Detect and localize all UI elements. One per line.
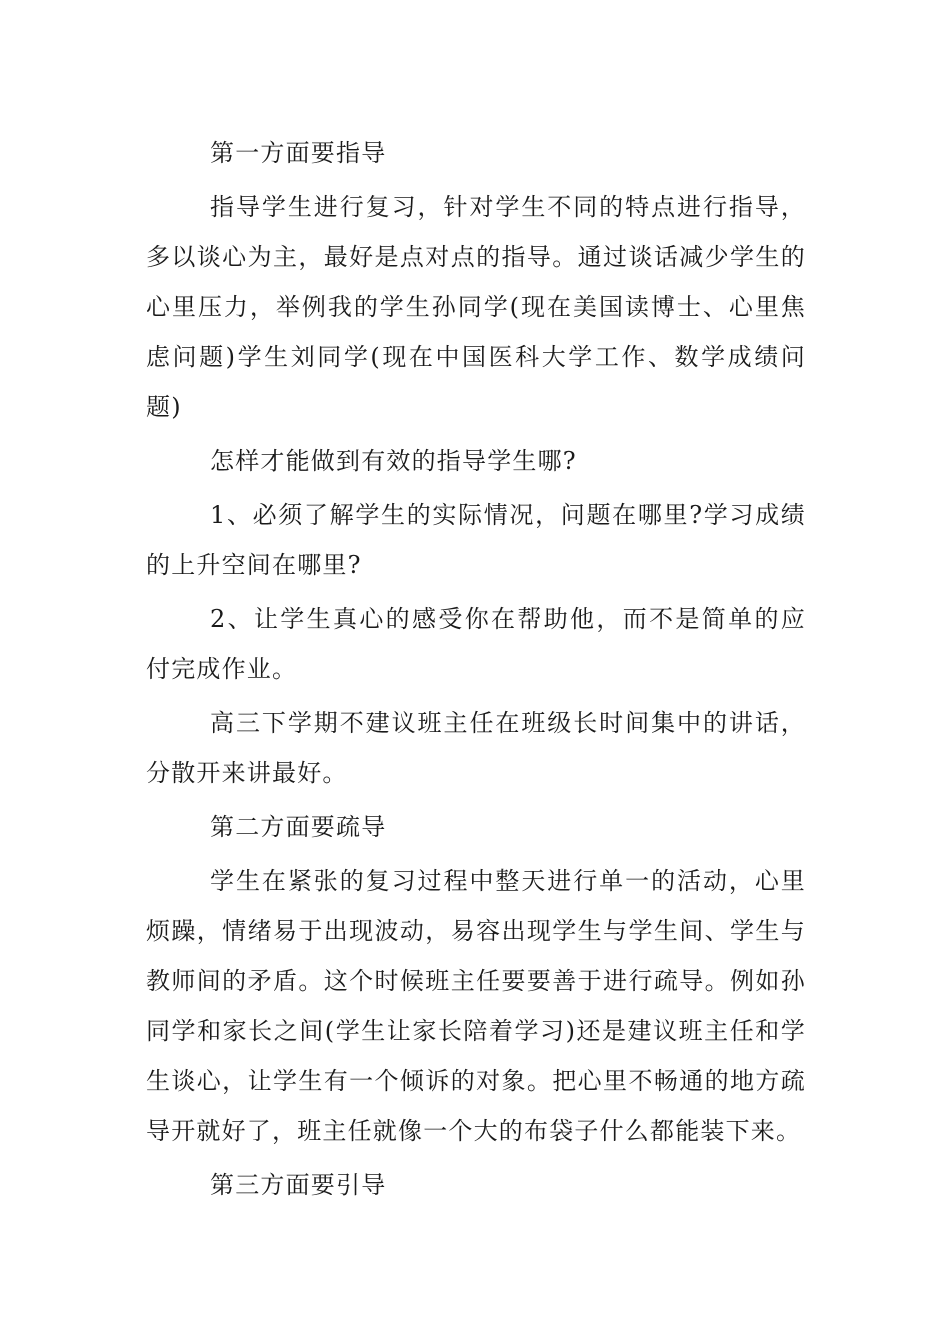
paragraph-guidance-intro: 指导学生进行复习，针对学生不同的特点进行指导，多以谈心为主，最好是点对点的指导。通过谈话减少学生的心里压力，举例我的学生孙同学(现在美国读博士、心里焦虑问题)学生刘同学(现在中国医科大学工作、数学成绩问题) bbox=[146, 193, 806, 421]
paragraph-counseling: 学生在紧张的复习过程中整天进行单一的活动，心里烦躁，情绪易于出现波动，易容出现学生与学生间、学生与教师间的矛盾。这个时候班主任要要善于进行疏导。例如孙同学和家长之间(学生让家长陪着学习)还是建议班主任和学生谈心，让学生有一个倾诉的对象。把心里不畅通的地方疏导开就好了，班主任就像一个大的布袋子什么都能装下来。 bbox=[146, 867, 806, 1145]
paragraph-point-2: 2、让学生真心的感受你在帮助他，而不是简单的应付完成作业。 bbox=[146, 605, 806, 683]
section-heading-guidance: 第一方面要指导 bbox=[210, 139, 387, 167]
paragraph-point-1: 1、必须了解学生的实际情况，问题在哪里?学习成绩的上升空间在哪里? bbox=[146, 501, 806, 579]
document-body bbox=[146, 128, 806, 1214]
section-heading-leading: 第三方面要引导 bbox=[210, 1171, 387, 1199]
section-heading-counseling: 第二方面要疏导 bbox=[210, 813, 387, 841]
paragraph-guidance-question: 怎样才能做到有效的指导学生哪? bbox=[210, 447, 577, 475]
paragraph-advice: 高三下学期不建议班主任在班级长时间集中的讲话，分散开来讲最好。 bbox=[146, 709, 806, 787]
